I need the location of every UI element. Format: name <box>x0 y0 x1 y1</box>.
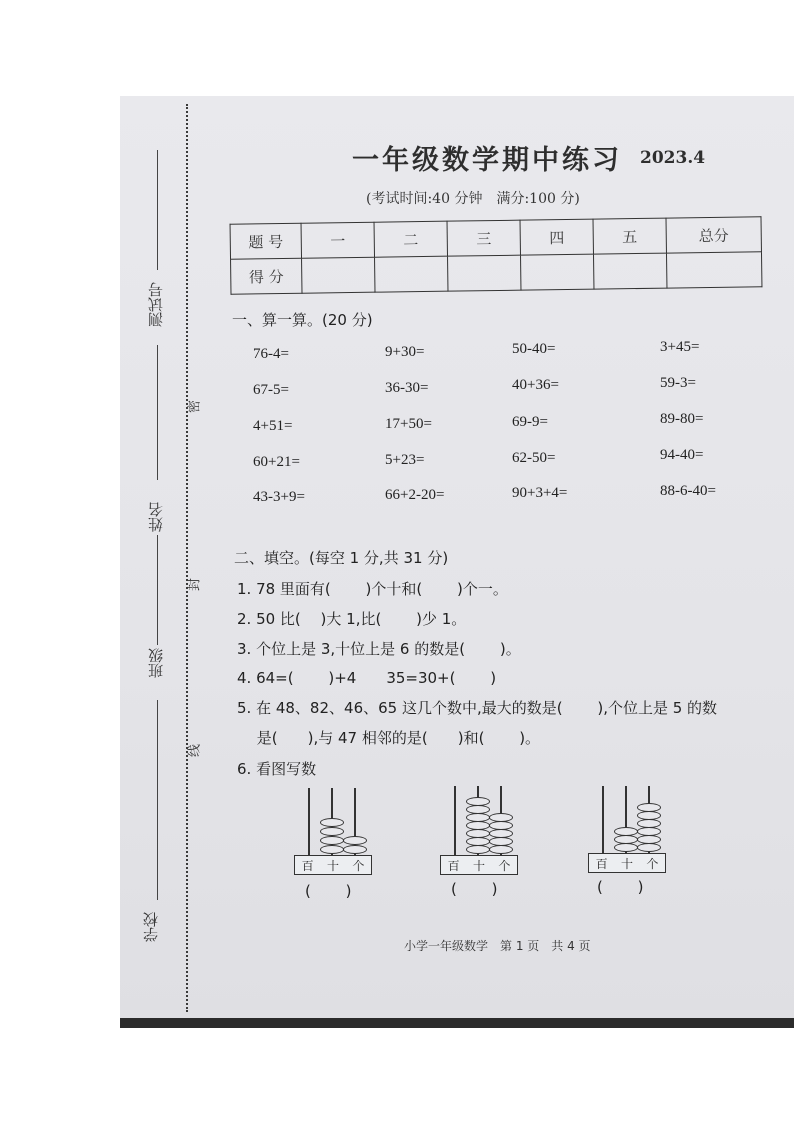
abacus-bead <box>614 827 638 836</box>
place-hundreds: 百 <box>447 858 460 873</box>
school-line <box>157 700 158 900</box>
problem: 17+50= <box>385 416 432 432</box>
abacus-3 <box>588 786 668 876</box>
place-hundreds: 百 <box>595 856 608 871</box>
score-head-cell: 五 <box>593 218 666 254</box>
fill-item-4: 4. 64=( )+4 35=30+( ) <box>237 669 497 687</box>
problem: 40+36= <box>512 377 559 393</box>
problem: 43-3+9= <box>253 489 305 505</box>
test-no-line <box>157 150 158 270</box>
abacus-bead <box>466 821 490 830</box>
score-head-cell: 总分 <box>666 217 761 253</box>
problem: 66+2-20= <box>385 487 445 503</box>
abacus-bead <box>466 805 490 814</box>
problem: 88-6-40= <box>660 483 716 499</box>
class-line <box>157 535 158 645</box>
score-cell <box>520 254 593 290</box>
score-head-cell: 二 <box>374 221 447 257</box>
exam-subtitle: (考试时间:40 分钟 满分:100 分) <box>366 191 580 207</box>
problem: 4+51= <box>253 418 293 434</box>
abacus-bead <box>637 843 661 852</box>
school-label: 学校 <box>142 912 160 942</box>
abacus-bead <box>466 797 490 806</box>
problem: 76-4= <box>253 346 289 362</box>
score-head-cell: 四 <box>520 219 593 255</box>
score-head-cell: 一 <box>301 222 374 258</box>
score-cell <box>302 257 375 293</box>
binding-dotted-line <box>186 104 188 1012</box>
abacus-rod <box>454 786 456 855</box>
problem: 9+30= <box>385 344 425 360</box>
abacus-base <box>440 855 518 875</box>
name-label: 姓名 <box>147 502 165 532</box>
place-ones: 个 <box>352 858 365 873</box>
section1-heading: 一、算一算。(20 分) <box>232 311 373 329</box>
fill-item-5: 5. 在 48、82、46、65 这几个数中,最大的数是( ),个位上是 5 的数 <box>237 699 718 717</box>
score-cell <box>448 255 521 291</box>
test-no-label: 测试号 <box>147 282 165 327</box>
seal-char-feng: 封 <box>187 579 200 594</box>
abacus-bead <box>320 836 344 845</box>
abacus-2 <box>440 786 520 876</box>
problem: 3+45= <box>660 339 700 355</box>
exam-date: 2023.4 <box>640 148 706 168</box>
score-row-label: 得 分 <box>231 258 302 294</box>
abacus-bead <box>489 845 513 854</box>
fill-item-3: 3. 个位上是 3,十位上是 6 的数是( )。 <box>237 640 521 658</box>
problem: 5+23= <box>385 452 425 468</box>
score-value-row <box>231 252 762 294</box>
abacus-rod <box>308 788 310 855</box>
abacus-bead <box>489 821 513 830</box>
fill-item-1: 1. 78 里面有( )个十和( )个一。 <box>237 580 508 598</box>
answer-paren-1: ( ) <box>305 882 352 900</box>
score-head-cell: 三 <box>447 220 520 256</box>
problem: 36-30= <box>385 380 429 396</box>
problem: 60+21= <box>253 454 300 470</box>
abacus-bead <box>637 811 661 820</box>
abacus-bead <box>466 845 490 854</box>
score-cell <box>375 256 448 292</box>
abacus-bead <box>320 827 344 836</box>
problem: 90+3+4= <box>512 485 568 501</box>
abacus-bead <box>343 845 367 854</box>
abacus-bead <box>466 829 490 838</box>
place-tens: 十 <box>326 858 339 873</box>
place-hundreds: 百 <box>301 858 314 873</box>
abacus-bead <box>489 837 513 846</box>
abacus-bead <box>466 837 490 846</box>
score-table <box>230 216 763 294</box>
score-cell <box>593 253 666 289</box>
fill-item-5-cont: 是( ),与 47 相邻的是( )和( )。 <box>237 729 541 747</box>
score-head-cell: 题 号 <box>230 223 301 259</box>
score-cell <box>666 252 761 288</box>
place-tens: 十 <box>620 856 633 871</box>
place-ones: 个 <box>498 858 511 873</box>
problem: 67-5= <box>253 382 289 398</box>
problem: 62-50= <box>512 450 556 466</box>
abacus-bead <box>320 818 344 827</box>
abacus-bead <box>489 813 513 822</box>
abacus-bead <box>637 819 661 828</box>
abacus-1 <box>294 788 374 878</box>
abacus-bead <box>320 845 344 854</box>
abacus-bead <box>637 803 661 812</box>
fill-item-6: 6. 看图写数 <box>237 760 317 778</box>
problem: 94-40= <box>660 447 704 463</box>
abacus-bead <box>614 843 638 852</box>
answer-paren-2: ( ) <box>451 880 498 898</box>
abacus-bead <box>466 813 490 822</box>
page-title: 一年级数学期中练习 <box>352 145 622 176</box>
problem: 89-80= <box>660 411 704 427</box>
abacus-bead <box>489 829 513 838</box>
abacus-rod <box>602 786 604 853</box>
abacus-bead <box>614 835 638 844</box>
name-line <box>157 345 158 480</box>
abacus-bead <box>637 835 661 844</box>
abacus-base <box>294 855 372 875</box>
scan-edge <box>120 1018 794 1028</box>
answer-paren-3: ( ) <box>597 878 644 896</box>
abacus-bead <box>637 827 661 836</box>
abacus-base <box>588 853 666 873</box>
seal-char-xian: 线 <box>187 745 200 760</box>
place-tens: 十 <box>472 858 485 873</box>
class-label: 班级 <box>147 648 165 678</box>
problem: 69-9= <box>512 414 548 430</box>
problem: 50-40= <box>512 341 556 357</box>
section2-heading: 二、填空。(每空 1 分,共 31 分) <box>234 549 449 567</box>
page-footer: 小学一年级数学 第 1 页 共 4 页 <box>404 939 591 953</box>
seal-char-mi: 密 <box>187 401 200 416</box>
place-ones: 个 <box>646 856 659 871</box>
problem: 59-3= <box>660 375 696 391</box>
fill-item-2: 2. 50 比( )大 1,比( )少 1。 <box>237 610 467 628</box>
abacus-bead <box>343 836 367 845</box>
